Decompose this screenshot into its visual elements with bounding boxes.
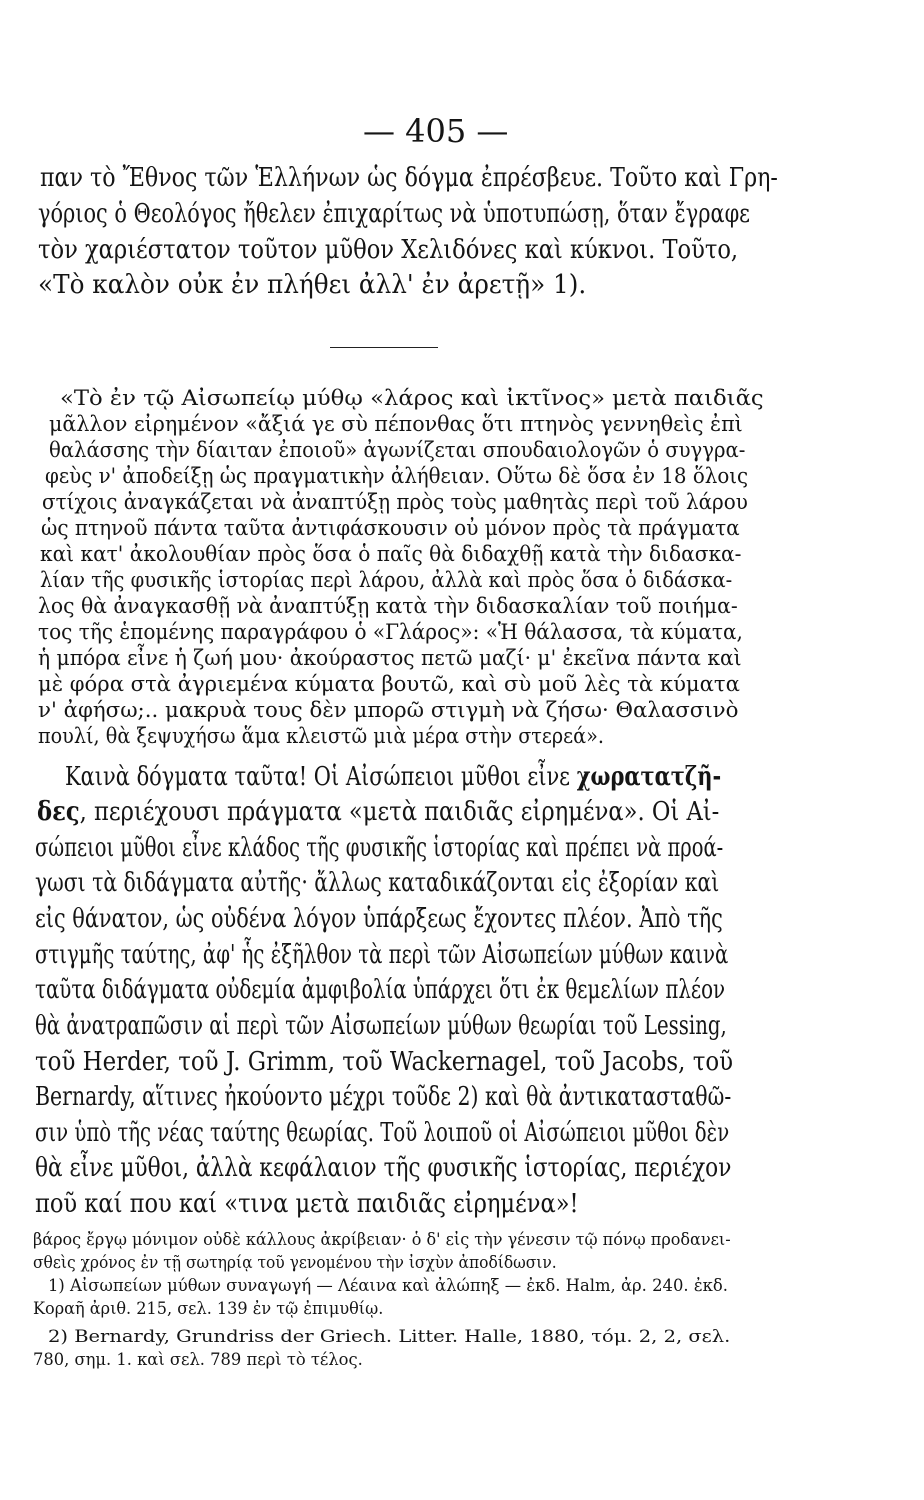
text-line: γόριος ὁ Θεολόγος ἤθελεν ἐπιχαρίτως νὰ ὑποτυπώσῃ, ὅταν ἔγραφε: [38, 199, 750, 229]
text-line: τοῦ Herder, τοῦ J. Grimm, τοῦ Wackernagel, τοῦ Jacobs, τοῦ: [35, 1047, 734, 1077]
text-line: μὲ φόρα στὰ ἀγριεμένα κύματα βουτῶ, καὶ σὺ μοῦ λὲς τὰ κύματα: [38, 672, 740, 696]
text-line: λος θὰ ἀναγκασθῇ νὰ ἀναπτύξῃ κατὰ τὴν διδασκαλίαν τοῦ ποιήμα-: [38, 594, 738, 618]
text-line: [37, 797, 719, 827]
text-line: Bernardy, αἵτινες ἠκούοντο μέχρι τοῦδε 2) καὶ θὰ ἀντικατασταθῶ-: [35, 1082, 732, 1112]
text-line: λίαν τῆς φυσικῆς ἱστορίας περὶ λάρου, ἀλλὰ καὶ πρὸς ὅσα ὁ διδάσκα-: [40, 568, 733, 592]
footnote-line: 1) Αἰσωπείων μύθων συναγωγή — Λέαινα καὶ ἀλώπηξ — ἐκδ. Halm, ἀρ. 240. ἐκδ.: [48, 1276, 728, 1296]
text-line: παν τὸ Ἔθνος τῶν Ἑλλήνων ὡς δόγμα ἐπρέσβευε. Τοῦτο καὶ Γρη-: [40, 163, 778, 193]
page-number: — 405 —: [363, 112, 509, 150]
text-line: ὡς πτηνοῦ πάντα ταῦτα ἀντιφάσκουσιν οὐ μόνον πρὸς τὰ πράγματα: [41, 516, 740, 540]
text-line: φεὺς ν' ἀποδείξῃ ὡς πραγματικὴν ἀλήθειαν. Οὕτω δὲ ὅσα ἐν 18 ὅλοις: [45, 464, 749, 488]
text-line: θαλάσσης τὴν δίαιταν ἐποιοῦ» ἀγωνίζεται σπουδαιολογῶν ὁ συγγρα-: [49, 438, 746, 462]
text-line: «Τὸ καλὸν οὐκ ἐν πλήθει ἀλλ' ἐν ἀρετῇ» 1).: [38, 270, 587, 300]
footnote-line: 2) Bernardy, Grundriss der Griech. Litter. Halle, 1880, τόμ. 2, 2, σελ.: [48, 1327, 731, 1347]
footnote-line: σθεὶς χρόνος ἐν τῇ σωτηρίᾳ τοῦ γενομένου τὴν ἰσχὺν ἀποδίδωσιν.: [33, 1253, 557, 1273]
footnote-line: 780, σημ. 1. καὶ σελ. 789 περὶ τὸ τέλος.: [33, 1350, 363, 1370]
text-line: πουλί, θὰ ξεψυχήσω ἅμα κλειστῶ μιὰ μέρα στὴν στερεά».: [38, 724, 604, 748]
text-line: ποῦ καί που καί «τινα μετὰ παιδιᾶς εἰρημένα»!: [35, 1189, 579, 1219]
text-line: καὶ κατ' ἀκολουθίαν πρὸς ὅσα ὁ παῖς θὰ διδαχθῇ κατὰ τὴν διδασκα-: [40, 542, 742, 566]
footnote-line: Κοραῆ ἀριθ. 215, σελ. 139 ἐν τῷ ἐπιμυθίῳ.: [33, 1299, 384, 1319]
text-line: τὸν χαριέστατον τοῦτον μῦθον Χελιδόνες καὶ κύκνοι. Τοῦτο,: [38, 235, 739, 265]
text-line: γωσι τὰ διδάγματα αὐτῆς· ἄλλως καταδικάζονται εἰς ἐξορίαν καὶ: [35, 868, 720, 898]
text-line: ἡ μπόρα εἶνε ἡ ζωή μου· ἀκούραστος πετῶ μαζί· μ' ἐκεῖνα πάντα καὶ: [38, 646, 742, 670]
bold-word: χωρατατζῆ-: [576, 762, 722, 792]
text-line: στιγμῆς ταύτης, ἀφ' ἧς ἐξῆλθον τὰ περὶ τῶν Αἰσωπείων μύθων καινὰ: [35, 940, 729, 970]
text-line: ν' ἀφήσω;.. μακρυὰ τους δὲν μπορῶ στιγμὴ νὰ ζήσω· Θαλασσινὸ: [38, 698, 739, 722]
text-line: τος τῆς ἑπομένης παραγράφου ὁ «Γλάρος»: «Ἡ θάλασσα, τὰ κύματα,: [38, 620, 743, 644]
section-divider: [330, 347, 438, 348]
text-line: μᾶλλον εἰρημένον «ἄξιά γε σὺ πέπονθας ὅτι πτηνὸς γεννηθεὶς ἐπὶ: [49, 412, 743, 436]
text-line: στίχοις ἀναγκάζεται νὰ ἀναπτύξῃ πρὸς τοὺς μαθητὰς περὶ τοῦ λάρου: [42, 490, 748, 514]
footnote-line: βάρος ἔργῳ μόνιμον οὐδὲ κάλλους ἀκρίβειαν· ὁ δ' εἰς τὴν γένεσιν τῷ πόνῳ προδανει-: [33, 1230, 731, 1250]
text-span: , περιέχουσι πράγματα «μετὰ παιδιᾶς εἰρημένα». Οἱ Αἰ-: [79, 797, 720, 827]
text-line: θὰ εἶνε μῦθοι, ἀλλὰ κεφάλαιον τῆς φυσικῆς ἱστορίας, περιέχον: [35, 1153, 732, 1183]
bold-word: δες: [37, 797, 80, 827]
text-line: σώπειοι μῦθοι εἶνε κλάδος τῆς φυσικῆς ἱστορίας καὶ πρέπει νὰ προά-: [35, 833, 724, 863]
text-line: σιν ὑπὸ τῆς νέας ταύτης θεωρίας. Τοῦ λοιποῦ οἱ Αἰσώπειοι μῦθοι δὲν: [35, 1118, 730, 1148]
text-line: θὰ ἀνατραπῶσιν αἱ περὶ τῶν Αἰσωπείων μύθων θεωρίαι τοῦ Lessing,: [35, 1011, 727, 1041]
text-line: «Τὸ ἐν τῷ Αἰσωπείῳ μύθῳ «λάρος καὶ ἰκτῖνος» μετὰ παιδιᾶς: [60, 386, 764, 410]
text-line: εἰς θάνατον, ὡς οὐδένα λόγον ὑπάρξεως ἔχοντες πλέον. Ἀπὸ τῆς: [35, 904, 723, 934]
text-line: [65, 762, 721, 792]
text-line: ταῦτα διδάγματα οὐδεμία ἀμφιβολία ὑπάρχει ὅτι ἐκ θεμελίων πλέον: [35, 975, 726, 1005]
text-span: Καινὰ δόγματα ταῦτα! Οἱ Αἰσώπειοι μῦθοι εἶνε: [65, 762, 577, 792]
